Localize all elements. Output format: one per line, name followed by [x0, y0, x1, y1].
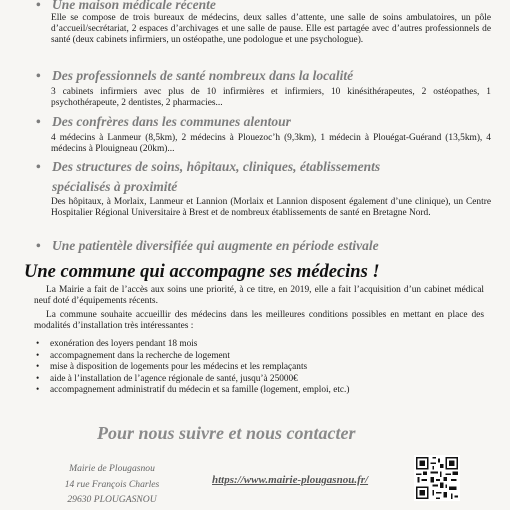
bullet-icon: •: [36, 0, 41, 12]
bullet-icon: •: [36, 159, 41, 174]
address-block: [52, 461, 172, 508]
address-line: 29630 PLOUGASNOU: [67, 494, 157, 505]
address-line: Mairie de Plougasnou: [69, 463, 155, 474]
list-item: • accompagnement dans la recherche de logement: [36, 351, 349, 363]
commune-paragraph-2: La commune souhaite accueillir des médecins dans les meilleures conditions possibles en mettant en place des modalités d’installation très intéressantes :: [34, 310, 484, 332]
section-heading-maison: • Une maison médicale récente: [36, 0, 216, 12]
commune-benefits-list: [36, 339, 349, 397]
qr-code-icon[interactable]: [414, 455, 460, 501]
list-item: • aide à l’installation de l’agence régionale de santé, jusqu’à 25000€: [36, 374, 349, 386]
section-heading-confreres: • Des confrères dans les communes alentour: [36, 114, 291, 129]
section-heading-patientele: • Une patientèle diversifiée qui augmente en période estivale: [36, 238, 379, 253]
commune-title: Une commune qui accompagne ses médecins !: [24, 262, 380, 282]
section-body-confreres: 4 médecins à Lanmeur (8,5km), 2 médecins à Plouezoc’h (9,3km), 1 médecin à Plouégat-Guérand (13,5km), 4 médecins à Plouigneau (20km)...: [51, 133, 491, 155]
bullet-icon: •: [36, 114, 41, 129]
section-heading-professionnels: • Des professionnels de santé nombreux dans la localité: [36, 68, 354, 83]
section-heading-structures: • Des structures de soins, hôpitaux, cliniques, établissements: [36, 159, 381, 174]
list-item: • mise à disposition de logements pour les médecins et les remplaçants: [36, 362, 349, 374]
section-heading-structures-line2: spécialisés à proximité: [52, 179, 178, 194]
section-body-maison: Elle se compose de trois bureaux de médecins, deux salles d’attente, une salle de soins ambulatoires, un pôle d’accueil/secrétariat, 2 espaces d’archivages et une salle de pause. Elle est partagée avec d’autres professionnels de santé (deux cabinets infirmiers, un ostéopathe, une podologue et une psychologue).: [51, 13, 491, 46]
contact-heading: Pour nous suivre et nous contacter: [97, 423, 356, 443]
bullet-icon: •: [36, 238, 41, 253]
list-item: • accompagnement administratif du médecin et sa famille (logement, emploi, etc.): [36, 385, 349, 397]
list-item: • exonération des loyers pendant 18 mois: [36, 339, 349, 351]
website-link[interactable]: https://www.mairie-plougasnou.fr/: [212, 474, 369, 486]
commune-paragraph-1: La Mairie a fait de l’accès aux soins une priorité, à ce titre, en 2019, elle a fait l’acquisition d’un cabinet médical neuf doté d’équipements récents.: [34, 285, 484, 307]
bullet-icon: •: [36, 68, 41, 83]
address-line: 14 rue François Charles: [64, 478, 160, 490]
section-body-professionnels: 3 cabinets infirmiers avec plus de 10 infirmières et infirmiers, 10 kinésithérapeutes, 2 ostéopathes, 1 psychothérapeute, 2 dentistes, 2 pharmacies...: [51, 87, 491, 109]
section-body-structures: Des hôpitaux, à Morlaix, Lanmeur et Lannion (Morlaix et Lannion disposent également d’une clinique), un Centre Hospitalier Régional Universitaire à Brest et de nombreux établissements de santé en Bretagne Nord.: [51, 197, 491, 219]
